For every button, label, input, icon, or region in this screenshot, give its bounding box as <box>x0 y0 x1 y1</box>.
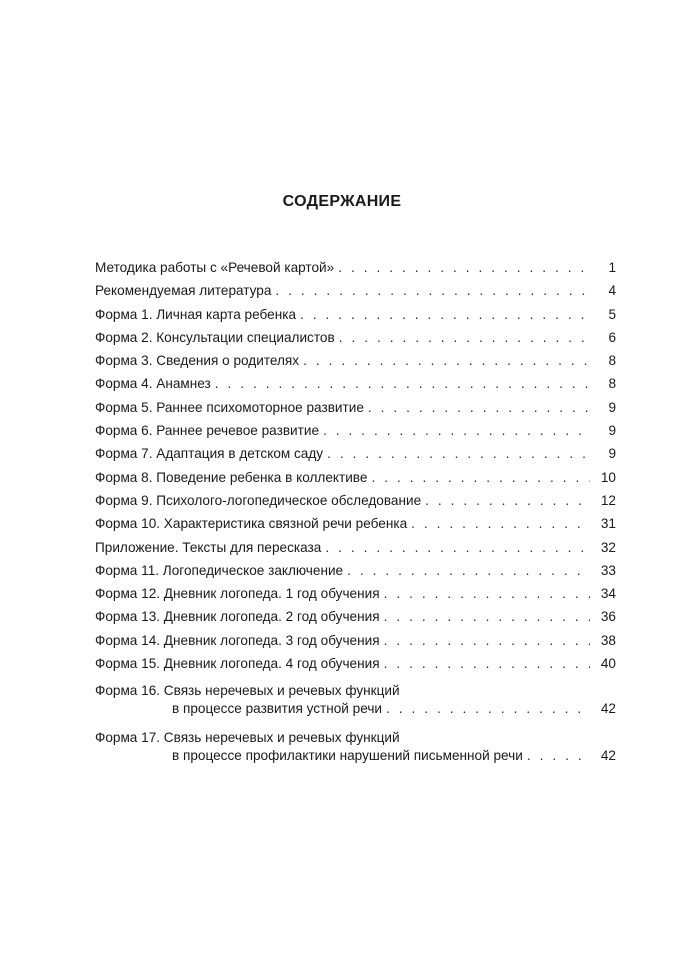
dot-leader <box>382 700 590 718</box>
toc-entry-text: Форма 14. Дневник логопеда. 3 год обучения <box>95 632 380 648</box>
dot-leader <box>321 539 590 557</box>
dot-leader <box>367 469 590 487</box>
toc-page-number: 8 <box>608 376 616 392</box>
toc-page-number: 5 <box>608 306 616 322</box>
dot-leader <box>343 562 590 580</box>
toc-entry[interactable] <box>95 259 616 282</box>
toc-page-number: 12 <box>600 492 616 508</box>
toc-page-number: 38 <box>600 632 616 648</box>
toc-page-number: 6 <box>608 329 616 345</box>
toc-page-number: 34 <box>600 586 616 602</box>
toc-entry-text: Форма 8. Поведение ребенка в коллективе <box>95 469 368 485</box>
toc-entry-text: Форма 4. Анамнез <box>95 376 211 392</box>
toc-entry-text: Форма 2. Консультации специалистов <box>95 329 335 345</box>
toc-entry-text: Форма 11. Логопедическое заключение <box>95 562 344 578</box>
toc-page-number: 10 <box>600 469 616 485</box>
toc-entry-text: Рекомендуемая литература <box>95 283 272 299</box>
dot-leader <box>380 655 590 673</box>
page-title: СОДЕРЖАНИЕ <box>282 193 402 210</box>
toc-entry-multiline[interactable] <box>95 729 616 770</box>
dot-leader <box>319 422 590 440</box>
dot-leader <box>299 352 590 370</box>
toc-page-number: 8 <box>608 353 616 369</box>
dot-leader <box>407 515 590 533</box>
toc-entry-text: Приложение. Тексты для пересказа <box>95 539 322 555</box>
toc-entry-text: Форма 13. Дневник логопеда. 2 год обучения <box>95 609 380 625</box>
toc-page-number: 9 <box>608 446 616 462</box>
toc-entry[interactable] <box>95 282 616 305</box>
table-of-contents <box>95 259 616 776</box>
dot-leader <box>364 399 590 417</box>
dot-leader <box>380 608 590 626</box>
toc-entry[interactable] <box>95 422 616 445</box>
toc-entry-text: Форма 6. Раннее речевое развитие <box>95 423 320 439</box>
toc-entry-text-continued: в процессе профилактики нарушений письменной речи <box>172 748 523 764</box>
toc-entry-text: Форма 9. Психолого-логопедическое обследование <box>95 492 422 508</box>
dot-leader <box>421 492 590 510</box>
toc-entry[interactable] <box>95 399 616 422</box>
dot-leader <box>323 445 590 463</box>
toc-entry[interactable] <box>95 655 616 678</box>
dot-leader <box>211 375 590 393</box>
dot-leader <box>271 282 590 300</box>
toc-entry[interactable] <box>95 585 616 608</box>
toc-entry-text: Форма 5. Раннее психомоторное развитие <box>95 399 364 415</box>
toc-page-number: 1 <box>608 260 616 275</box>
toc-entry[interactable] <box>95 469 616 492</box>
toc-page-number: 31 <box>600 516 616 532</box>
toc-entry[interactable] <box>95 306 616 329</box>
toc-page-number: 33 <box>600 562 616 578</box>
toc-page-number: 42 <box>600 748 616 764</box>
toc-entry[interactable] <box>95 515 616 538</box>
dot-leader <box>380 585 590 603</box>
toc-entry-text: Форма 1. Личная карта ребенка <box>95 306 297 322</box>
toc-entry-text-continued: в процессе развития устной речи <box>172 701 383 717</box>
toc-entry-text: Форма 17. Связь неречевых и речевых функций <box>95 730 400 746</box>
toc-page-number: 36 <box>600 609 616 625</box>
toc-entry-multiline[interactable] <box>95 682 616 723</box>
toc-page-number: 32 <box>600 539 616 555</box>
toc-entry[interactable] <box>95 562 616 585</box>
dot-leader <box>296 306 590 324</box>
dot-leader <box>523 747 590 765</box>
toc-entry-text: Форма 15. Дневник логопеда. 4 год обучения <box>95 656 380 672</box>
toc-entry[interactable] <box>95 632 616 655</box>
toc-entry-text: Методика работы с «Речевой картой» <box>95 260 335 275</box>
toc-page-number: 9 <box>608 399 616 415</box>
toc-entry[interactable] <box>95 608 616 631</box>
toc-entry[interactable] <box>95 445 616 468</box>
dot-leader <box>334 259 590 277</box>
dot-leader <box>380 632 590 650</box>
toc-page-number: 40 <box>600 656 616 672</box>
toc-entry[interactable] <box>95 539 616 562</box>
toc-entry-text: Форма 16. Связь неречевых и речевых функций <box>95 683 400 699</box>
toc-page-number: 42 <box>600 701 616 717</box>
toc-entry-text: Форма 3. Сведения о родителях <box>95 353 300 369</box>
toc-page-number: 9 <box>608 423 616 439</box>
toc-page-number: 4 <box>608 283 616 299</box>
toc-entry[interactable] <box>95 352 616 375</box>
dot-leader <box>335 329 590 347</box>
toc-entry[interactable] <box>95 375 616 398</box>
toc-entry-text: Форма 10. Характеристика связной речи ребенка <box>95 516 408 532</box>
toc-entry-text: Форма 7. Адаптация в детском саду <box>95 446 324 462</box>
toc-entry-text: Форма 12. Дневник логопеда. 1 год обучения <box>95 586 380 602</box>
toc-entry[interactable] <box>95 492 616 515</box>
toc-entry[interactable] <box>95 329 616 352</box>
